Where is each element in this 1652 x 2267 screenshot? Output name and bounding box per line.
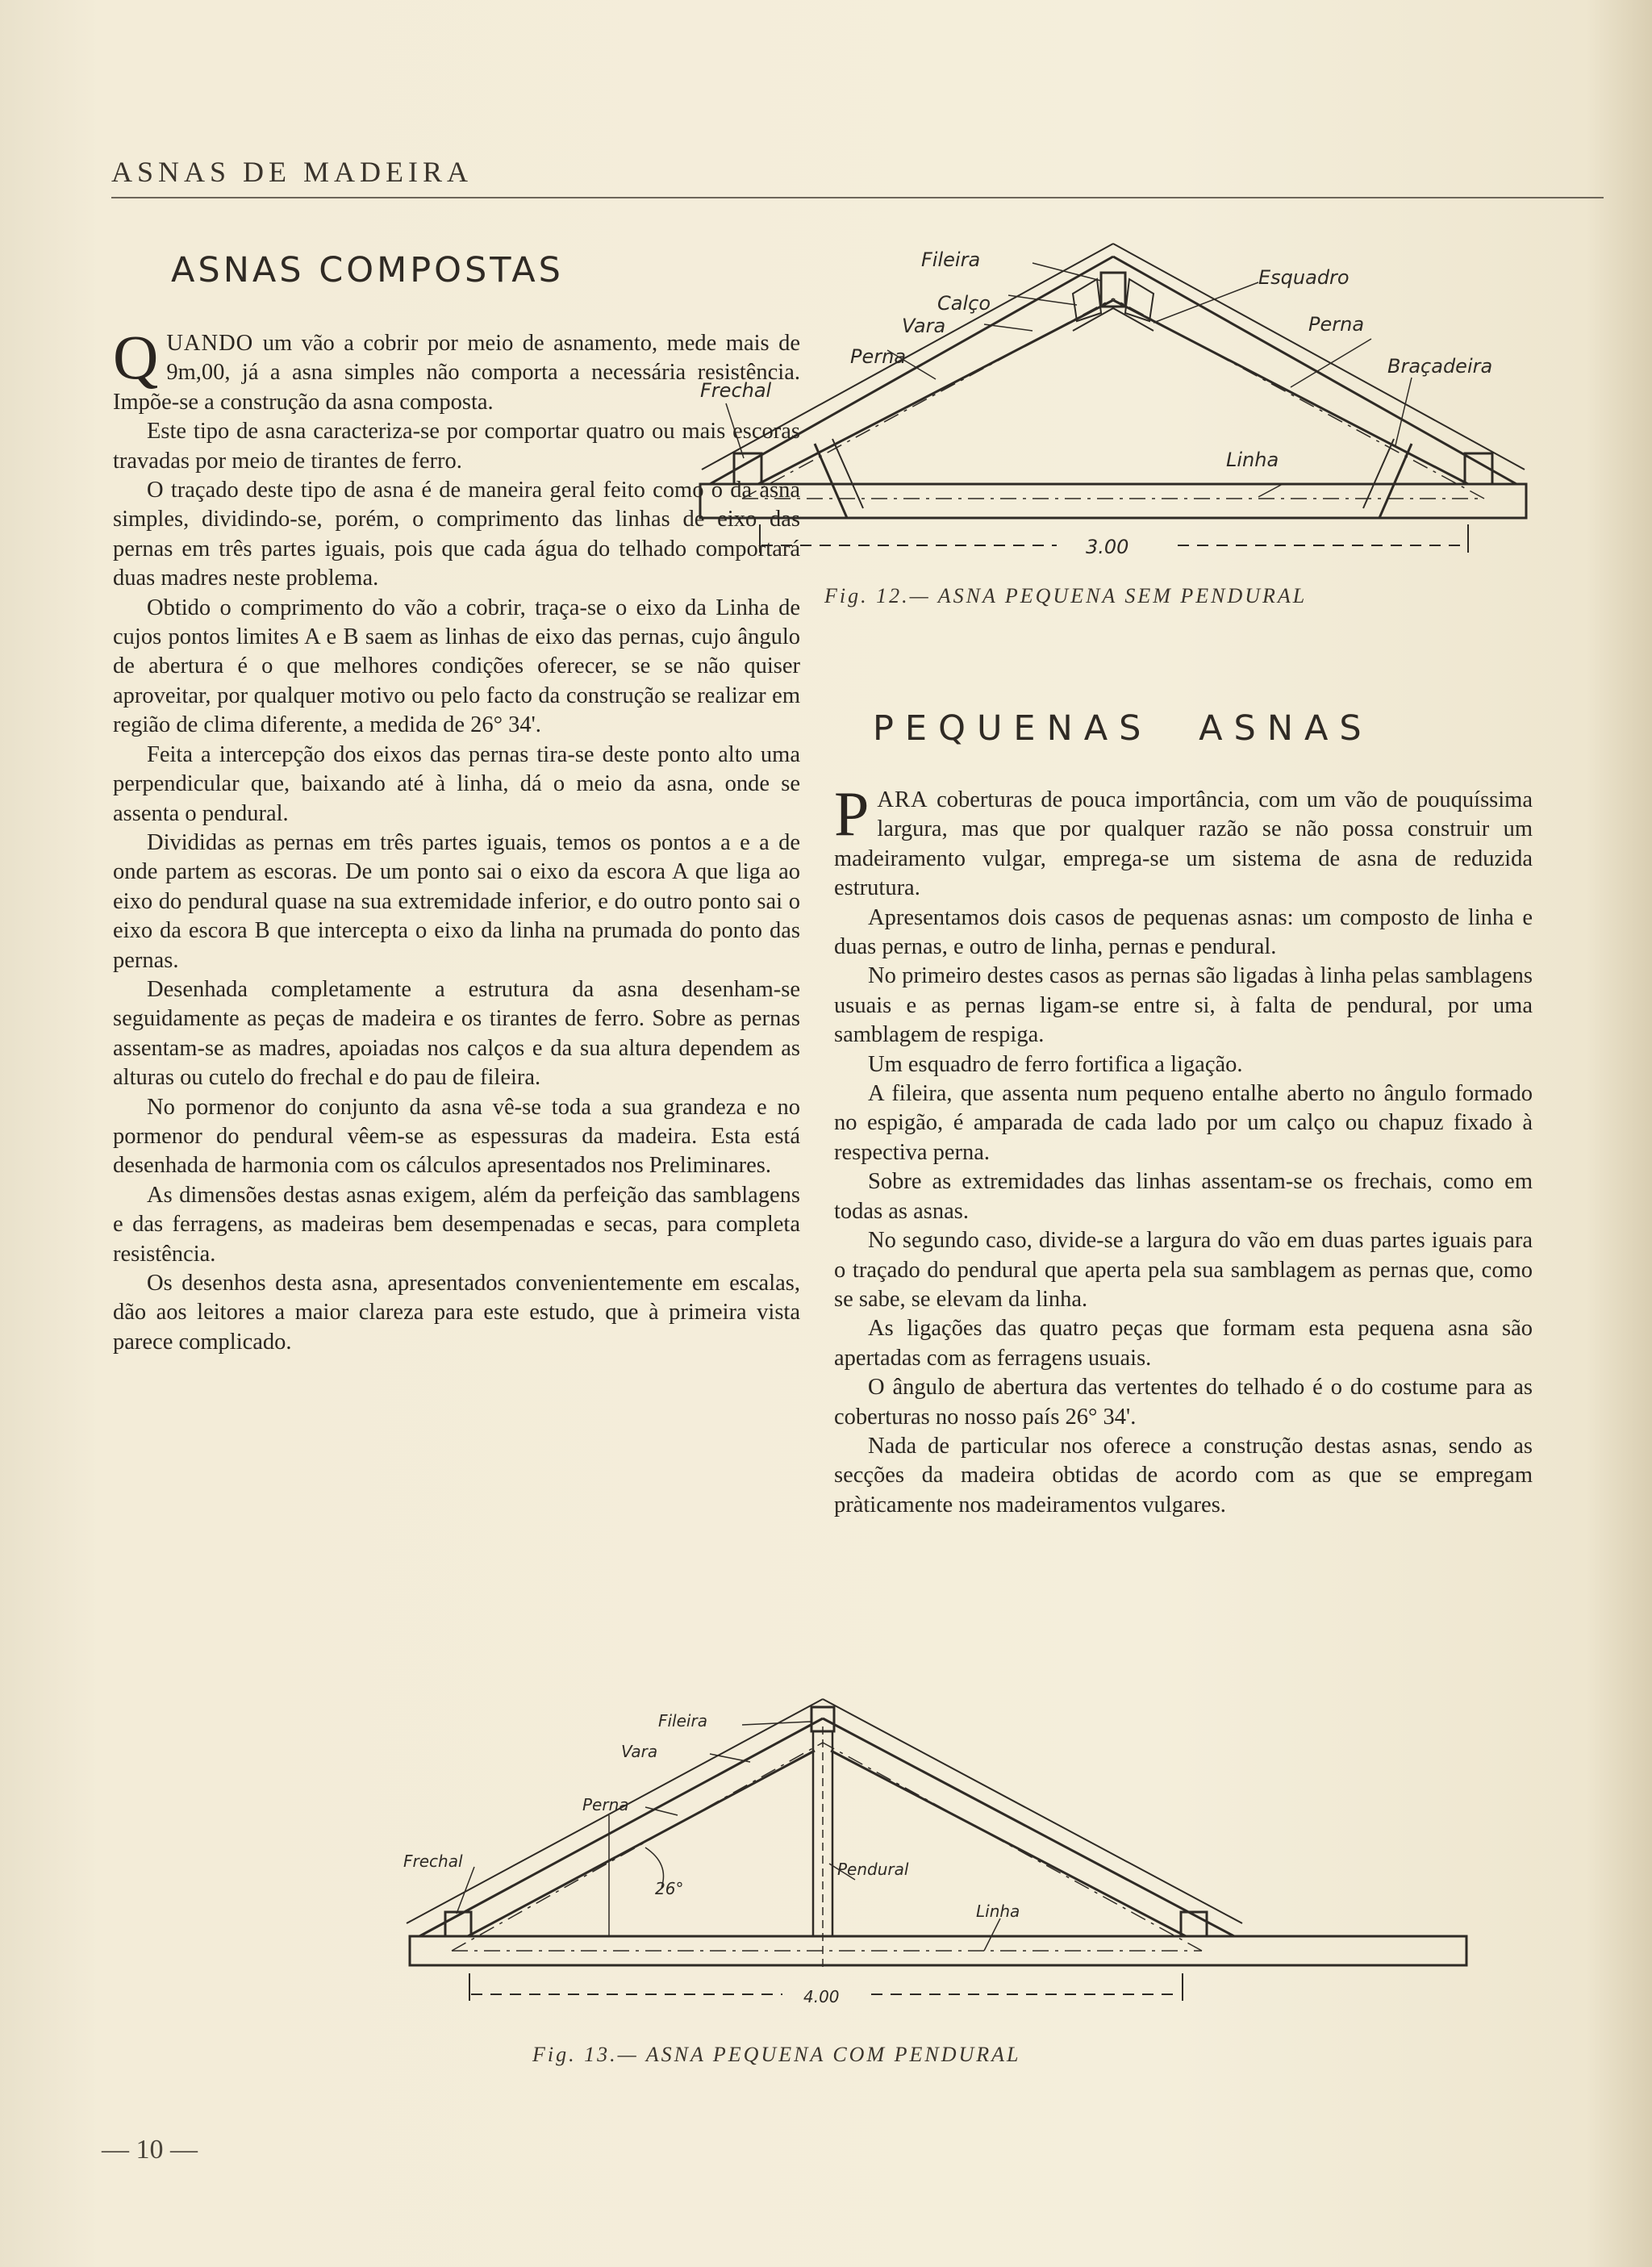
linha-beam (700, 484, 1526, 518)
label-vara: Vara (902, 315, 946, 337)
label-fileira: Fileira (921, 248, 981, 271)
paragraph: Obtido o comprimento do vão a cobrir, traça-se o eixo da Linha de cujos pontos limites A e B saem as linhas de eixo das pernas, cujo ângulo de abertura é o que melhores condições oferecer, se se não quiser aproveitar, por qualquer motivo ou pelo facto da construção se realizar em região de clima diferente, a medida de 26° 34'. (113, 595, 800, 738)
label-linha: Linha (976, 1902, 1020, 1921)
paragraph: As ligações das quatro peças que formam esta pequena asna são apertadas com as ferragens usuais. (834, 1316, 1533, 1371)
leader-frechal (457, 1867, 474, 1914)
figure-12-caption: Fig. 12.— ASNA PEQUENA SEM PENDURAL (824, 584, 1308, 607)
label-pendural: Pendural (837, 1860, 909, 1879)
paragraph: Apresentamos dois casos de pequenas asnas: um composto de linha e duas pernas, e outro de linha, pernas e pendural. (834, 904, 1533, 960)
esquadro (1073, 308, 1153, 331)
page-number: — 10 — (102, 2135, 198, 2165)
paragraph: No segundo caso, divide-se a largura do vão em duas partes iguais para o traçado do pendural que aperta pela sua samblagem as pernas que, como se sabe, se elevam da linha. (834, 1228, 1533, 1312)
drop-cap: Q (113, 322, 159, 392)
text-column-right (834, 779, 1533, 1520)
paragraph: No pormenor do conjunto da asna vê-se toda a sua grandeza e no pormenor do pendural vêem-se as espessuras da madeira. Esta está desenhada de harmonia com os cálculos apresentados nos Preliminares. (113, 1094, 800, 1179)
label-bracadeira: Braçadeira (1387, 355, 1493, 378)
paragraph: Nada de particular nos oferece a construção destas asnas, sendo as secções da madeira obtidas de acordo com as que se empregam pràticamente nos madeiramentos vulgares. (834, 1433, 1533, 1518)
label-esquadro: Esquadro (1258, 266, 1350, 289)
bracadeira-right (1379, 444, 1412, 518)
label-frechal: Frechal (700, 379, 772, 402)
vara-left (702, 244, 1113, 470)
paragraph: Um esquadro de ferro fortifica a ligação. (868, 1051, 1243, 1077)
paragraph: A fileira, que assenta num pequeno entalhe aberto no ângulo formado no espigão, é amparada de cada lado por um calço ou chapuz fixado à respectiva perna. (834, 1081, 1533, 1165)
leader-bracadeira (1395, 378, 1412, 445)
paragraph: Este tipo de asna caracteriza-se por comportar quatro ou mais escoras travadas por meio de tirantes de ferro. (113, 419, 800, 474)
paragraph: Os desenhos desta asna, apresentados convenientemente em escalas, dão aos leitores a maior clareza para este estudo, que à primeira vista parece complicado. (113, 1271, 800, 1355)
header-rule (111, 197, 1604, 198)
paragraph: Sobre as extremidades das linhas assentam-se os frechais, como em todas as asnas. (834, 1169, 1533, 1224)
paragraph: Divididas as pernas em três partes iguais, temos os pontos a e a de onde partem as escoras. De um ponto sai o eixo da escora A que liga ao eixo do pendural quase na sua extremidade inferior, e do outro ponto sai o eixo da escora B que intercepta o eixo da linha na prumada do ponto das pernas. (113, 829, 800, 973)
label-perna-right: Perna (1308, 313, 1365, 336)
figure-13-truss-with-kingpost (403, 1694, 1484, 2033)
running-head: ASNAS DE MADEIRA (111, 156, 473, 188)
lead-in: ARA (877, 787, 928, 812)
leader-fileira (1032, 263, 1101, 281)
paragraph: Desenhada completamente a estrutura da asna desenham-se seguidamente as peças de madeira e os tirantes de ferro. Sobre as pernas assentam-se as madres, apoiadas nos calços e da sua altura dependem as alturas ou cutelo do frechal e do pau de fileira. (113, 976, 800, 1091)
dimension-4-00: 4.00 (803, 1987, 840, 2006)
perna-left-outer (710, 257, 1113, 484)
leader-vara (710, 1754, 750, 1762)
lead-in: UANDO (166, 331, 254, 356)
perna-right-outer (823, 1718, 1234, 1936)
section-title-pequenas-asnas: PEQUENAS ASNAS (873, 708, 1373, 749)
label-linha: Linha (1226, 449, 1279, 471)
leader-vara (984, 324, 1032, 331)
paragraph: No primeiro destes casos as pernas são ligadas à linha pelas samblagens usuais e as pernas ligam-se entre si, à falta de pendural, por uma samblagem de respiga. (834, 963, 1533, 1048)
section-title-asnas-compostas: ASNAS COMPOSTAS (171, 250, 564, 290)
paragraph: O traçado deste tipo de asna é de maneira geral feito como o da asna simples, dividindo-se, porém, o comprimento das linhas de eixo das pernas em três partes iguais, pois que cada água do telhado comportará duas madres neste problema. (113, 478, 800, 591)
paragraph-text: um vão a cobrir por meio de asnamento, mede mais de 9m,00, já a asna simples não comporta a necessária resistência. Impõe-se a construção da asna composta. (113, 331, 800, 415)
paragraph: Feita a intercepção dos eixos das pernas tira-se deste ponto alto uma perpendicular que, baixando até à linha, dá o meio da asna, onde se assenta o pendural. (113, 741, 800, 826)
figure-13-caption: Fig. 13.— ASNA PEQUENA COM PENDURAL (532, 2043, 1021, 2066)
paragraph (834, 779, 1533, 904)
leader-frechal (726, 403, 744, 458)
label-vara: Vara (621, 1742, 658, 1761)
drop-cap: P (834, 779, 870, 849)
perna-left-inner (468, 1751, 815, 1936)
leader-linha (1258, 484, 1283, 497)
paragraph: O ângulo de abertura das vertentes do telhado é o do costume para as coberturas no nosso país 26° 34'. (834, 1375, 1533, 1430)
bracadeira-left (815, 444, 847, 518)
fileira-block (1101, 273, 1125, 307)
perna-right-axis (1113, 299, 1484, 499)
label-frechal: Frechal (403, 1852, 463, 1871)
paragraph-text: coberturas de pouca importância, com um vão de pouquíssima largura, mas que por qualquer razão se não possa construir um madeiramento vulgar, emprega-se um sistema de asna de reduzida estrutura. (834, 787, 1533, 901)
label-angle: 26° (655, 1879, 684, 1898)
vara-right (823, 1699, 1242, 1923)
figure-12-truss-without-kingpost (694, 242, 1533, 573)
label-calco: Calço (937, 292, 991, 315)
dimension-3-00: 3.00 (1086, 536, 1129, 558)
paragraph: As dimensões destas asnas exigem, além da perfeição das samblagens e das ferragens, as madeiras bem desempenadas e secas, para completa resistência. (113, 1182, 800, 1267)
label-perna: Perna (582, 1795, 629, 1814)
label-fileira: Fileira (658, 1711, 707, 1731)
label-perna-left: Perna (850, 345, 907, 368)
leader-linha (984, 1918, 1000, 1951)
